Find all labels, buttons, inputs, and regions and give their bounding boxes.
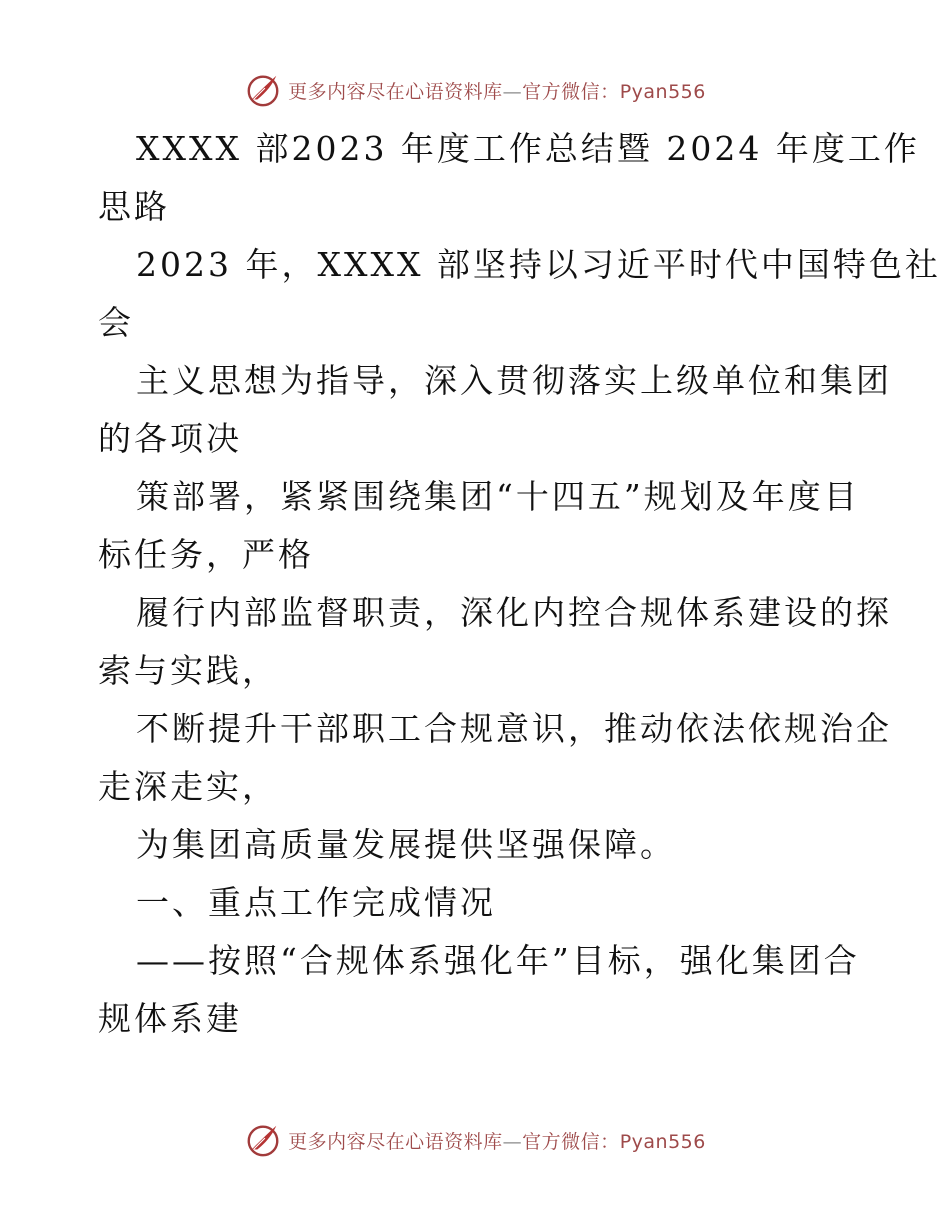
line-text: 一、重点工作完成情况 xyxy=(136,883,496,922)
watermark-account: Pyan556 xyxy=(619,1130,706,1153)
line-text: 2023 年，XXXX 部坚持以习近平时代中国特色社 xyxy=(136,245,941,284)
paragraph xyxy=(98,816,853,874)
paragraph-title xyxy=(98,120,920,236)
paragraph xyxy=(98,584,892,700)
watermark-text: 更多内容尽在心语资料库 xyxy=(288,80,503,103)
header-watermark xyxy=(0,68,950,112)
quill-logo-icon xyxy=(244,1121,282,1159)
line-continuation: 的各项决 xyxy=(98,419,242,458)
footer-watermark xyxy=(0,1118,950,1162)
line-continuation: 会 xyxy=(98,303,134,342)
line-continuation: 标任务，严格 xyxy=(98,535,314,574)
line-text: XXXX 部2023 年度工作总结暨 2024 年度工作 xyxy=(136,129,920,168)
paragraph xyxy=(98,932,860,1048)
section-heading xyxy=(98,874,853,932)
watermark-dash: — xyxy=(502,1130,523,1153)
line-text: 履行内部监督职责，深化内控合规体系建设的探 xyxy=(136,593,892,632)
paragraph xyxy=(98,352,892,468)
watermark-dash: — xyxy=(502,80,523,103)
paragraph xyxy=(98,236,941,352)
paragraph xyxy=(98,700,892,816)
line-text: 主义思想为指导，深入贯彻落实上级单位和集团 xyxy=(136,361,892,400)
line-text: 为集团高质量发展提供坚强保障。 xyxy=(136,825,676,864)
document-body xyxy=(98,120,941,1048)
line-continuation: 规体系建 xyxy=(98,999,242,1038)
line-continuation: 索与实践， xyxy=(98,651,278,690)
line-text: 不断提升干部职工合规意识，推动依法依规治企 xyxy=(136,709,892,748)
line-continuation: 思路 xyxy=(98,187,170,226)
watermark-label: 官方微信： xyxy=(522,80,620,103)
line-text: ——按照“合规体系强化年”目标，强化集团合 xyxy=(136,941,860,980)
watermark-account: Pyan556 xyxy=(619,80,706,103)
line-text: 策部署，紧紧围绕集团“十四五”规划及年度目 xyxy=(136,477,860,516)
paragraph xyxy=(98,468,860,584)
watermark-label: 官方微信： xyxy=(522,1130,620,1153)
quill-logo-icon xyxy=(244,71,282,109)
watermark-text: 更多内容尽在心语资料库 xyxy=(288,1130,503,1153)
line-continuation: 走深走实， xyxy=(98,767,278,806)
